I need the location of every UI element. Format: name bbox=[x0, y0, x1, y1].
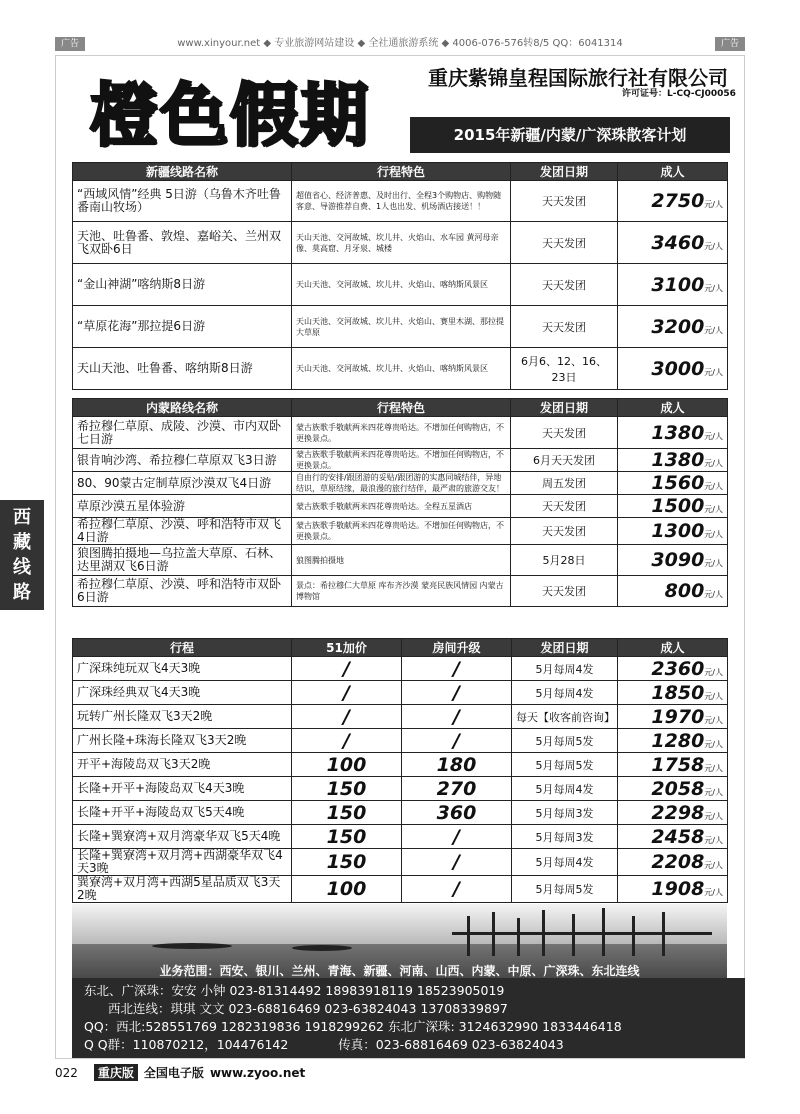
room-upgrade: 360 bbox=[402, 801, 512, 825]
table-row bbox=[73, 801, 728, 825]
price-unit: 元/人 bbox=[704, 787, 723, 797]
table-row bbox=[73, 306, 728, 348]
price-unit: 元/人 bbox=[704, 861, 723, 870]
price-unit: 元/人 bbox=[704, 431, 723, 441]
route-name: 希拉穆仁草原、沙漠、呼和浩特市双卧6日游 bbox=[73, 576, 292, 607]
depart-date: 6月天天发团 bbox=[511, 449, 618, 472]
route-name: 80、90蒙古定制草原沙漠双飞4日游 bbox=[73, 472, 292, 495]
depart-date: 5月每周5发 bbox=[512, 753, 618, 777]
table-row bbox=[73, 472, 728, 495]
route-name: 长隆+巽寮湾+双月湾+西湖豪华双飞4天3晚 bbox=[73, 849, 292, 876]
price-unit: 元/人 bbox=[704, 715, 723, 725]
depart-date: 5月每周4发 bbox=[512, 777, 618, 801]
price-value: 3090 bbox=[651, 549, 705, 571]
depart-date: 5月每周4发 bbox=[512, 849, 618, 876]
route-name: 广深珠纯玩双飞4天3晚 bbox=[73, 657, 292, 681]
edition-label: 全国电子版 bbox=[143, 1066, 204, 1080]
price-cell bbox=[618, 825, 728, 849]
route-name: 希拉穆仁草原、成陵、沙漠、市内双卧七日游 bbox=[73, 417, 292, 449]
route-name: 天山天池、吐鲁番、喀纳斯8日游 bbox=[73, 348, 292, 390]
route-name: 长隆+巽寮湾+双月湾豪华双飞5天4晚 bbox=[73, 825, 292, 849]
route-name: 开平+海陵岛双飞3天2晚 bbox=[73, 753, 292, 777]
room-upgrade: 180 bbox=[402, 753, 512, 777]
price-value: 1850 bbox=[651, 681, 705, 704]
route-name: 希拉穆仁草原、沙漠、呼和浩特市双飞4日游 bbox=[73, 518, 292, 545]
business-scope: 业务范围：西安、银川、兰州、青海、新疆、河南、山西、内蒙、中原、广深珠、东北连线 bbox=[159, 964, 640, 978]
edition-tag: 重庆版 bbox=[94, 1064, 138, 1081]
depart-date: 5月每周3发 bbox=[512, 801, 618, 825]
price-value: 1908 bbox=[651, 878, 705, 900]
col-header: 行程特色 bbox=[292, 399, 511, 417]
depart-date: 天天发团 bbox=[511, 181, 618, 222]
table-row bbox=[73, 545, 728, 576]
table-row bbox=[73, 449, 728, 472]
price-cell bbox=[618, 753, 728, 777]
room-upgrade: / bbox=[402, 705, 512, 729]
depart-date: 天天发团 bbox=[511, 518, 618, 545]
depart-date: 5月每周4发 bbox=[512, 657, 618, 681]
route-name: 天池、吐鲁番、敦煌、嘉峪关、兰州双飞双卧6日 bbox=[73, 222, 292, 264]
route-name: “草原花海”那拉提6日游 bbox=[73, 306, 292, 348]
price-unit: 元/人 bbox=[704, 835, 723, 845]
price-unit: 元/人 bbox=[704, 691, 723, 701]
price-unit: 元/人 bbox=[704, 559, 723, 568]
price-unit: 元/人 bbox=[704, 325, 723, 335]
depart-date: 天天发团 bbox=[511, 495, 618, 518]
price-unit: 元/人 bbox=[704, 590, 723, 599]
table-row bbox=[73, 705, 728, 729]
price-cell bbox=[618, 181, 728, 222]
route-name: 长隆+开平+海陵岛双飞4天3晚 bbox=[73, 777, 292, 801]
price-unit: 元/人 bbox=[704, 283, 723, 293]
license-number: 许可证号：L-CQ-CJ00056 bbox=[622, 89, 736, 99]
price-value: 1970 bbox=[651, 705, 705, 728]
table-row bbox=[73, 777, 728, 801]
table-row bbox=[73, 518, 728, 545]
room-upgrade: / bbox=[402, 681, 512, 705]
company-name: 重庆紫锦皇程国际旅行社有限公司 bbox=[428, 66, 728, 90]
price-cell bbox=[618, 417, 728, 449]
table-row bbox=[73, 876, 728, 903]
price-unit: 元/人 bbox=[704, 739, 723, 749]
room-upgrade: / bbox=[402, 657, 512, 681]
price-cell bbox=[618, 518, 728, 545]
room-upgrade: / bbox=[402, 825, 512, 849]
price-value: 2298 bbox=[651, 801, 705, 824]
col-header: 成人 bbox=[618, 163, 728, 181]
route-feature: 天山天池、交河故城、坎儿井、火焰山、喀纳斯风景区 bbox=[292, 264, 511, 306]
holiday-surcharge: / bbox=[292, 681, 402, 705]
price-value: 1380 bbox=[651, 449, 705, 471]
contact-line: Q Q群：110870212，104476142 传真：023-68816469 023-63824043 bbox=[84, 1037, 564, 1052]
plan-title: 2015年新疆/内蒙/广深珠散客计划 bbox=[410, 117, 730, 153]
table-row bbox=[73, 753, 728, 777]
contact-block bbox=[72, 978, 745, 1058]
price-value: 2750 bbox=[651, 190, 705, 212]
ad-tag-right: 广告 bbox=[715, 37, 745, 51]
route-name: “西域风情”经典 5日游（乌鲁木齐吐鲁番南山牧场） bbox=[73, 181, 292, 222]
table-row bbox=[73, 729, 728, 753]
col-header: 成人 bbox=[618, 399, 728, 417]
price-value: 2360 bbox=[651, 657, 705, 680]
route-name: “金山神湖”喀纳斯8日游 bbox=[73, 264, 292, 306]
price-unit: 元/人 bbox=[704, 888, 723, 897]
depart-date: 每天【收客前咨询】 bbox=[512, 705, 618, 729]
table-row bbox=[73, 681, 728, 705]
table-row bbox=[73, 495, 728, 518]
table-row bbox=[73, 657, 728, 681]
col-header: 发团日期 bbox=[511, 399, 618, 417]
price-unit: 元/人 bbox=[704, 811, 723, 821]
price-value: 3460 bbox=[651, 231, 705, 254]
route-feature: 狼图腾拍摄地 bbox=[292, 545, 511, 576]
route-feature: 天山天池、交河故城、坎儿井、火焰山、水车园 黄河母亲像、莫高窟、月牙泉、城楼 bbox=[292, 222, 511, 264]
route-name: 草原沙漠五星体验游 bbox=[73, 495, 292, 518]
table-row bbox=[73, 181, 728, 222]
price-cell bbox=[618, 576, 728, 607]
depart-date: 天天发团 bbox=[511, 417, 618, 449]
route-name: 银肯响沙湾、希拉穆仁草原双飞3日游 bbox=[73, 449, 292, 472]
depart-date: 5月每周4发 bbox=[512, 681, 618, 705]
price-cell bbox=[618, 495, 728, 518]
room-upgrade: / bbox=[402, 729, 512, 753]
holiday-surcharge: 100 bbox=[292, 753, 402, 777]
table-row bbox=[73, 222, 728, 264]
contact-line: 东北、广深珠：安安 小钟 023-81314492 18983918119 18523905019 bbox=[84, 983, 505, 998]
holiday-surcharge: / bbox=[292, 705, 402, 729]
col-header: 发团日期 bbox=[511, 163, 618, 181]
price-value: 3200 bbox=[651, 315, 705, 338]
price-unit: 元/人 bbox=[704, 459, 723, 468]
price-value: 1380 bbox=[651, 421, 705, 444]
route-feature: 蒙古族歌手敬献两米四花尊贵哈达。不增加任何购物店，不更换景点。 bbox=[292, 417, 511, 449]
contact-line: 西北连线：琪琪 文文 023-68816469 023-63824043 13708339897 bbox=[108, 1001, 508, 1016]
route-name: 巽寮湾+双月湾+西湖5星品质双飞3天2晚 bbox=[73, 876, 292, 903]
price-value: 3000 bbox=[651, 357, 705, 380]
price-cell bbox=[618, 472, 728, 495]
col-header: 行程 bbox=[73, 639, 292, 657]
price-value: 2208 bbox=[651, 851, 705, 873]
price-cell bbox=[618, 222, 728, 264]
price-value: 2458 bbox=[651, 825, 705, 848]
route-feature: 蒙古族歌手敬献两米四花尊贵哈达。不增加任何购物店，不更换景点。 bbox=[292, 518, 511, 545]
price-cell bbox=[618, 876, 728, 903]
ad-tag-left: 广告 bbox=[55, 37, 85, 51]
col-header: 发团日期 bbox=[512, 639, 618, 657]
route-name: 玩转广州长隆双飞3天2晚 bbox=[73, 705, 292, 729]
price-cell bbox=[618, 306, 728, 348]
price-unit: 元/人 bbox=[704, 367, 723, 377]
depart-date: 5月28日 bbox=[511, 545, 618, 576]
holiday-surcharge: 150 bbox=[292, 777, 402, 801]
price-unit: 元/人 bbox=[704, 763, 723, 773]
room-upgrade: 270 bbox=[402, 777, 512, 801]
side-tab-label: 西藏线路 bbox=[13, 507, 31, 603]
table-row bbox=[73, 264, 728, 306]
price-value: 1280 bbox=[651, 729, 705, 752]
price-value: 3100 bbox=[651, 273, 705, 296]
price-cell bbox=[618, 729, 728, 753]
page-footer bbox=[55, 1064, 305, 1081]
price-cell bbox=[618, 801, 728, 825]
table-row bbox=[73, 825, 728, 849]
holiday-surcharge: 100 bbox=[292, 876, 402, 903]
price-value: 1300 bbox=[651, 520, 705, 542]
route-name: 长隆+开平+海陵岛双飞5天4晚 bbox=[73, 801, 292, 825]
depart-date: 周五发团 bbox=[511, 472, 618, 495]
guangshenzhu-table bbox=[72, 638, 728, 903]
xinjiang-table bbox=[72, 162, 728, 390]
route-feature: 天山天池、交河故城、坎儿井、火焰山、赛里木湖、那拉提大草原 bbox=[292, 306, 511, 348]
price-cell bbox=[618, 449, 728, 472]
holiday-surcharge: 150 bbox=[292, 825, 402, 849]
neimeng-table bbox=[72, 398, 728, 607]
price-cell bbox=[618, 264, 728, 306]
contact-line: QQ：西北:528551769 1282319836 1918299262 东北广深珠: 3124632990 1833446418 bbox=[84, 1019, 622, 1034]
col-header: 内蒙路线名称 bbox=[73, 399, 292, 417]
price-cell bbox=[618, 545, 728, 576]
page-number: 022 bbox=[55, 1065, 78, 1080]
holiday-surcharge: 150 bbox=[292, 801, 402, 825]
route-feature: 自由行的安排/跟团游的妥贴/跟团游的实惠同城结伴，异地结识，草原结缘，最浪漫的旅行结伴，最严肃的旅游交友！ bbox=[292, 472, 511, 495]
depart-date: 5月每周5发 bbox=[512, 876, 618, 903]
price-unit: 元/人 bbox=[704, 667, 723, 677]
price-cell bbox=[618, 657, 728, 681]
col-header: 房间升级 bbox=[402, 639, 512, 657]
route-name: 广州长隆+珠海长隆双飞3天2晚 bbox=[73, 729, 292, 753]
price-cell bbox=[618, 705, 728, 729]
route-name: 狼图腾拍摄地—乌拉盖大草原、石林、达里湖双飞6日游 bbox=[73, 545, 292, 576]
price-cell bbox=[618, 777, 728, 801]
price-cell bbox=[618, 849, 728, 876]
price-value: 1758 bbox=[651, 753, 705, 776]
col-header: 成人 bbox=[618, 639, 728, 657]
price-cell bbox=[618, 348, 728, 390]
depart-date: 天天发团 bbox=[511, 576, 618, 607]
price-value: 2058 bbox=[651, 777, 705, 800]
depart-date: 5月每周3发 bbox=[512, 825, 618, 849]
table-row bbox=[73, 348, 728, 390]
room-upgrade: / bbox=[402, 849, 512, 876]
table-row bbox=[73, 417, 728, 449]
price-unit: 元/人 bbox=[704, 505, 723, 514]
col-header: 行程特色 bbox=[292, 163, 511, 181]
col-header: 新疆线路名称 bbox=[73, 163, 292, 181]
table-row bbox=[73, 849, 728, 876]
price-value: 800 bbox=[664, 580, 705, 602]
depart-date: 天天发团 bbox=[511, 306, 618, 348]
brand-logo: 橙色假期 bbox=[90, 77, 371, 156]
price-unit: 元/人 bbox=[704, 482, 723, 491]
price-value: 1500 bbox=[651, 495, 705, 517]
price-value: 1560 bbox=[651, 472, 705, 494]
route-feature: 天山天池、交河故城、坎儿井、火焰山、喀纳斯风景区 bbox=[292, 348, 511, 390]
route-name: 广深珠经典双飞4天3晚 bbox=[73, 681, 292, 705]
depart-date: 6月6、12、16、23日 bbox=[511, 348, 618, 390]
route-feature: 超值省心、经济普惠、及时出行、全程3个购物店、购物随客意、导游推荐自费、1人也出发、机场酒店接送！！ bbox=[292, 181, 511, 222]
col-header: 51加价 bbox=[292, 639, 402, 657]
price-unit: 元/人 bbox=[704, 241, 723, 251]
table-row bbox=[73, 576, 728, 607]
holiday-surcharge: 150 bbox=[292, 849, 402, 876]
depart-date: 5月每周5发 bbox=[512, 729, 618, 753]
top-banner-text: www.xinyour.net ◆ 专业旅游网站建设 ◆ 全社通旅游系统 ◆ 4006-076-576转8/5 QQ：6041314 bbox=[177, 38, 623, 49]
price-unit: 元/人 bbox=[704, 200, 723, 209]
price-cell bbox=[618, 681, 728, 705]
holiday-surcharge: / bbox=[292, 657, 402, 681]
depart-date: 天天发团 bbox=[511, 264, 618, 306]
route-feature: 蒙古族歌手敬献两米四花尊贵哈达。不增加任何购物店，不更换景点。 bbox=[292, 449, 511, 472]
site-link[interactable]: www.zyoo.net bbox=[209, 1065, 306, 1080]
room-upgrade: / bbox=[402, 876, 512, 903]
route-feature: 蒙古族歌手敬献两米四花尊贵哈达。全程五星酒店 bbox=[292, 495, 511, 518]
side-tab-tibet[interactable] bbox=[0, 500, 44, 610]
price-unit: 元/人 bbox=[704, 530, 723, 539]
route-feature: 景点：希拉穆仁大草原 库布齐沙漠 蒙亮民族风情园 内蒙古博物馆 bbox=[292, 576, 511, 607]
holiday-surcharge: / bbox=[292, 729, 402, 753]
depart-date: 天天发团 bbox=[511, 222, 618, 264]
